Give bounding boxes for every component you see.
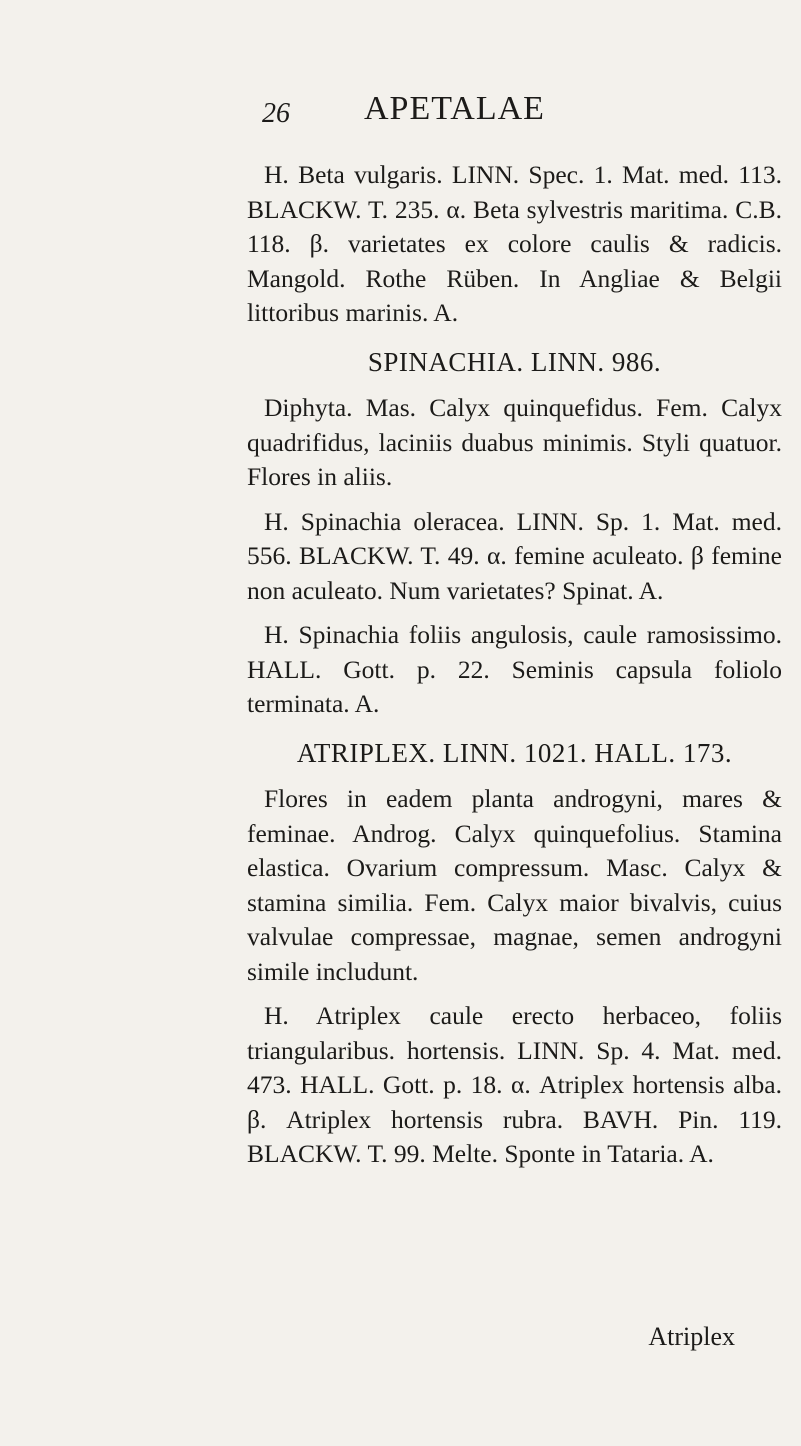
genus-description-atriplex: Flores in eadem planta androgyni, mares & feminae. Androg. Calyx quinquefolius. Stamina elastica. Ovarium compressum. Masc. Calyx & stamina similia. Fem. Calyx maior bivalvis, cuius valvulae compressae, magnae, semen androgyni simile includunt. <box>247 784 782 986</box>
catchword: Atriplex <box>648 1322 735 1351</box>
entry-spinachia-oleracea: H. Spinachia oleracea. LINN. Sp. 1. Mat. med. 556. BLACKW. T. 49. α. femine aculeato. β femine non aculeato. Num varietates? Spinat. A. <box>247 506 782 605</box>
page-header <box>0 90 801 130</box>
genus-heading-spinachia: SPINACHIA. LINN. 986. <box>367 346 662 377</box>
running-head: APETALAE <box>364 90 545 127</box>
genus-heading-atriplex: ATRIPLEX. LINN. 1021. HALL. 173. <box>296 737 733 768</box>
page-number: 26 <box>262 98 290 129</box>
entry-beta-vulgaris: H. Beta vulgaris. LINN. Spec. 1. Mat. med. 113. BLACKW. T. 235. α. Beta sylvestris maritima. C.B. 118. β. varietates ex colore caulis & radicis. Mangold. Rothe Rüben. In Angliae & Belgii littoribus marinis. A. <box>247 160 782 327</box>
entry-spinachia-foliis-angulosis: H. Spinachia foliis angulosis, caule ramosissimo. HALL. Gott. p. 22. Seminis capsula foliolo terminata. A. <box>247 620 782 718</box>
page-body <box>247 158 782 1172</box>
entry-atriplex-hortensis: H. Atriplex caule erecto herbaceo, foliis triangularibus. hortensis. LINN. Sp. 4. Mat. med. 473. HALL. Gott. p. 18. α. Atriplex hortensis alba. β. Atriplex hortensis rubra. BAVH. Pin. 119. BLACKW. T. 99. Melte. Sponte in Tataria. A. <box>247 1001 782 1168</box>
genus-description-spinachia: Diphyta. Mas. Calyx quinquefidus. Fem. Calyx quadrifidus, laciniis duabus minimis. Styli quatuor. Flores in aliis. <box>247 393 782 491</box>
